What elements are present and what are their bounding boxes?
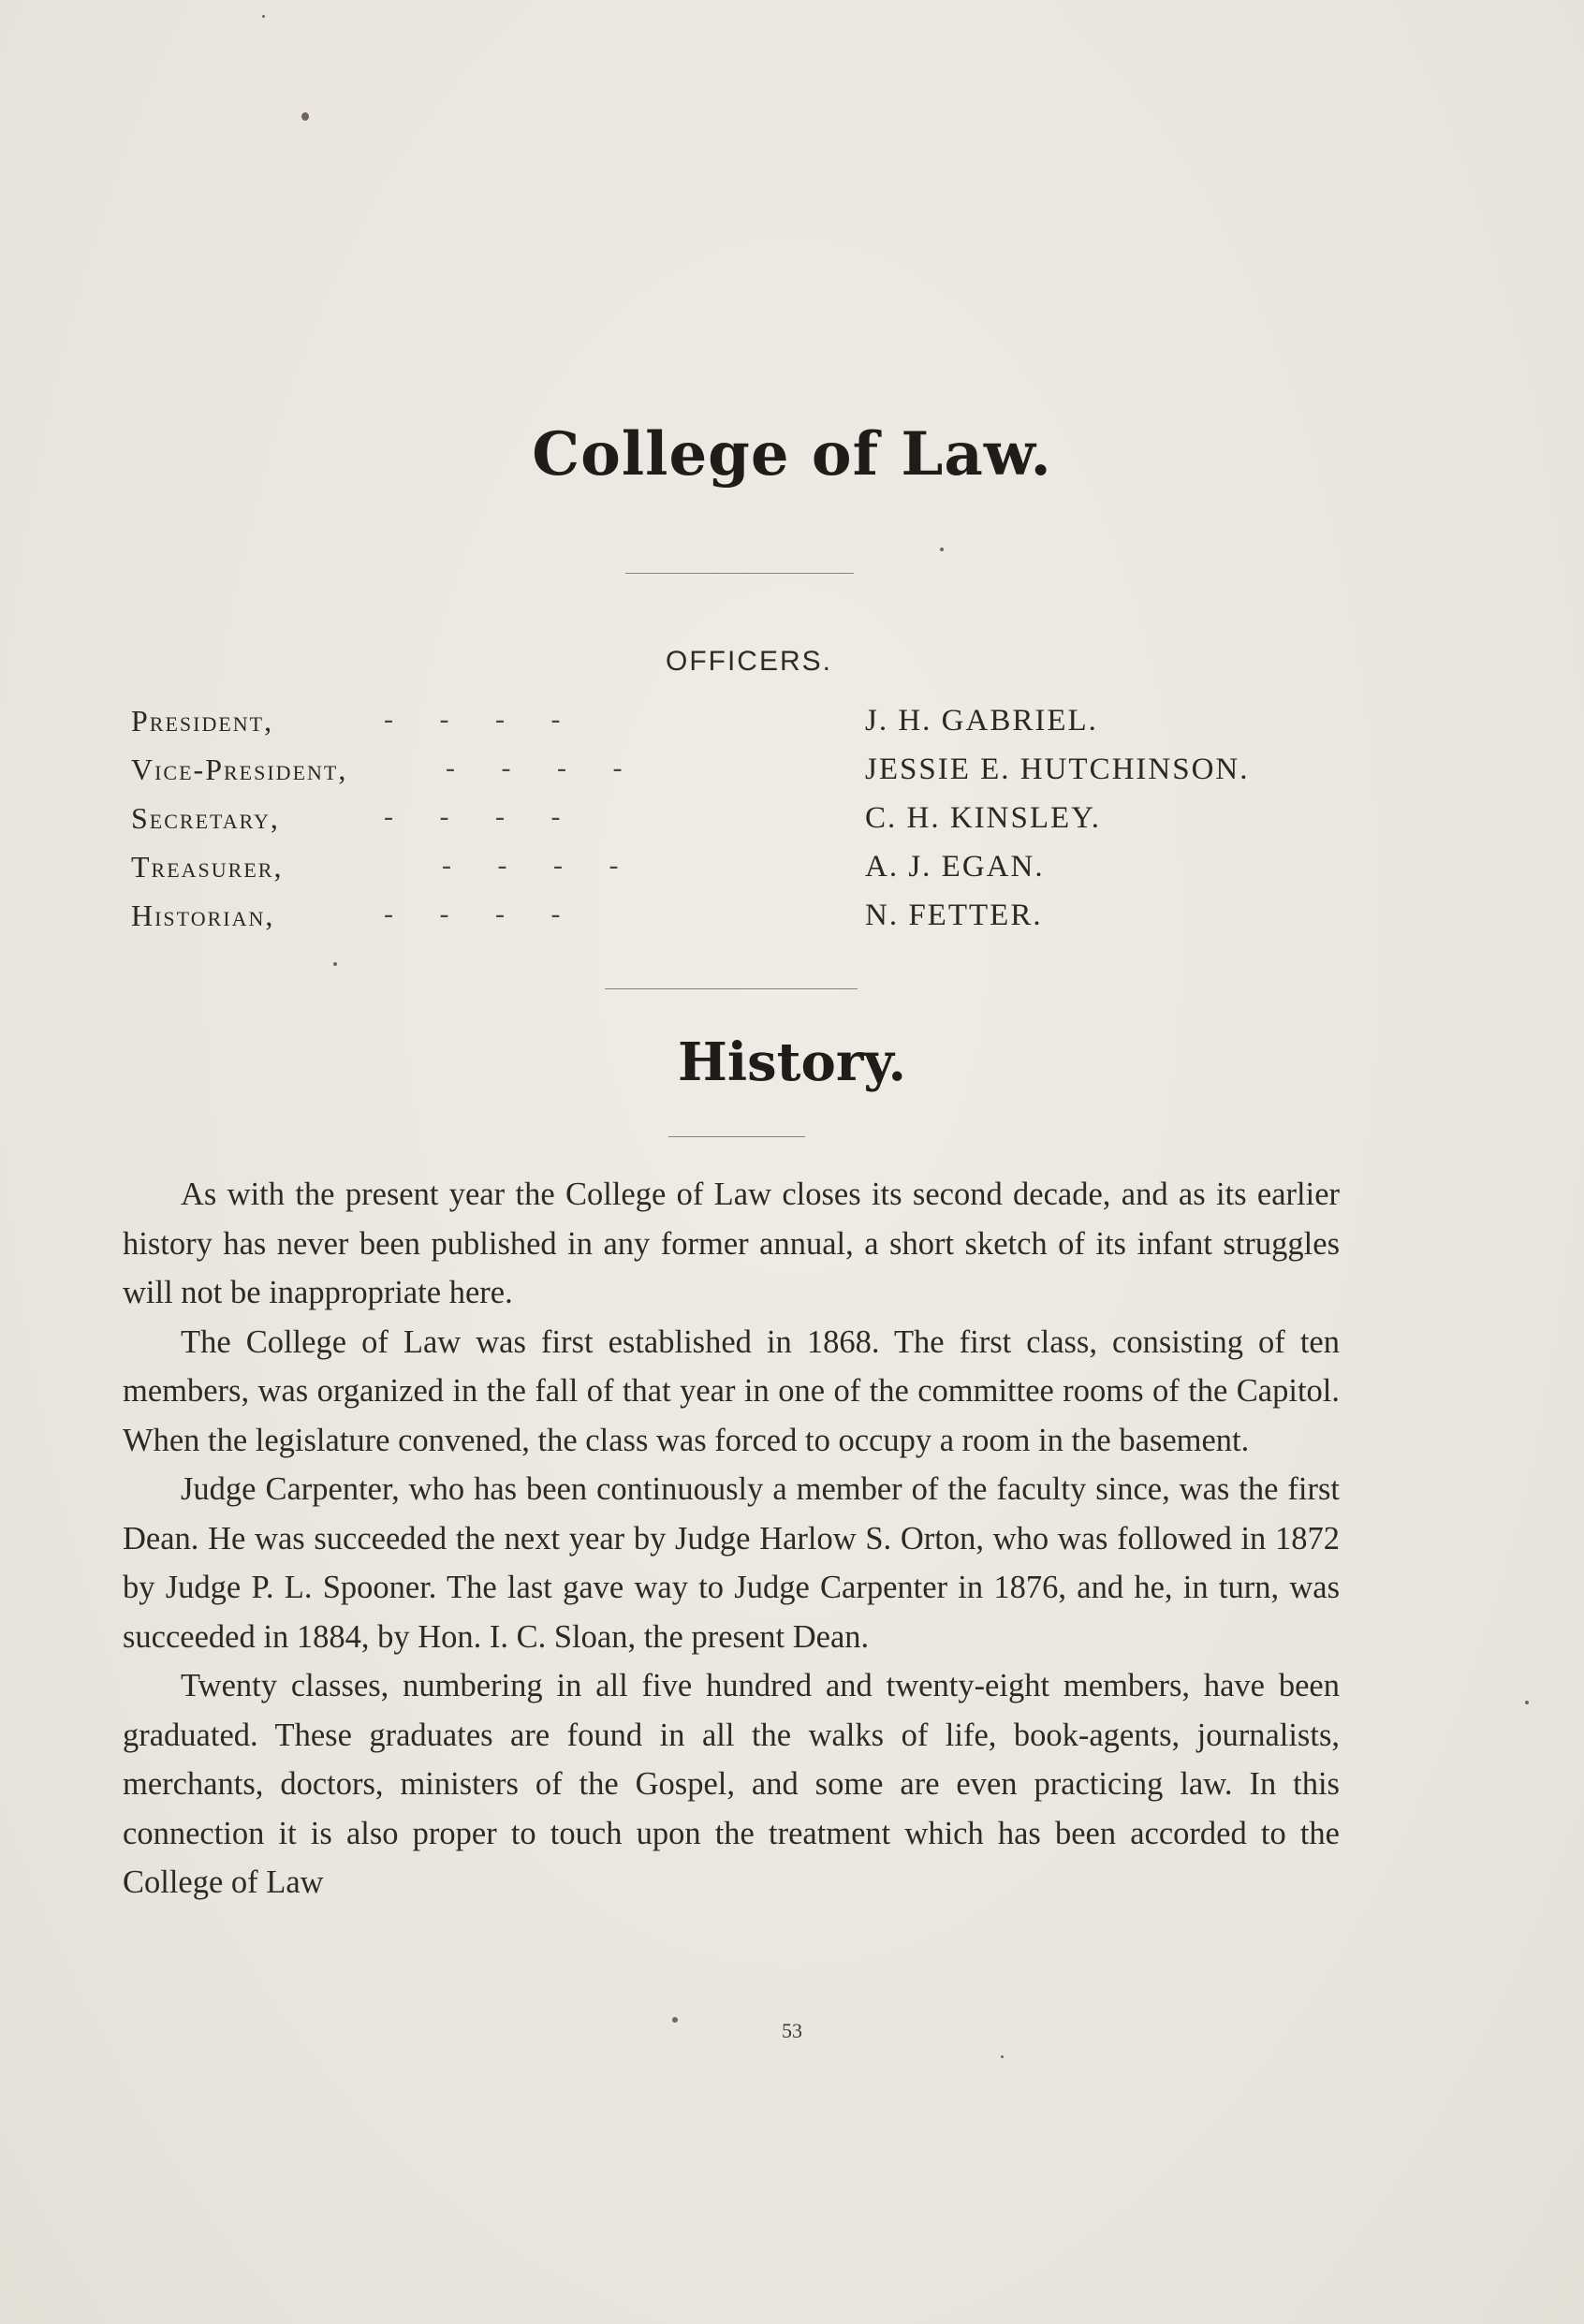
officer-name: A. J. EGAN. bbox=[865, 850, 1045, 884]
history-paragraph: As with the present year the College of Law closes its second decade, and as its earlier history has never been published in any former annual, a short sketch of its infant struggles will not be inappropriate here. bbox=[123, 1177, 1340, 1310]
officer-row-vice-president bbox=[0, 753, 1584, 799]
officer-name: N. FETTER. bbox=[865, 899, 1043, 932]
history-divider bbox=[668, 1136, 805, 1137]
officer-row-historian bbox=[0, 899, 1584, 945]
officer-name: C. H. KINSLEY. bbox=[865, 801, 1101, 835]
officer-role: Secretary, bbox=[131, 801, 280, 835]
history-text bbox=[123, 1170, 1340, 1907]
page-title: College of Law. bbox=[532, 419, 1052, 490]
leader-dashes: - - - - bbox=[384, 801, 561, 832]
officer-role: Vice-President, bbox=[131, 753, 348, 786]
leader-dashes: - - - - bbox=[442, 850, 619, 881]
page-number: 53 bbox=[782, 2019, 802, 2042]
history-paragraph: The College of Law was first established in 1868. The first class, consisting of ten members, was organized in the fall of that year in one of the committee rooms of the Capitol. When the legislature convened, the class was forced to occupy a room in the basement. bbox=[123, 1323, 1340, 1458]
paper-speck bbox=[1525, 1701, 1529, 1704]
history-heading: History. bbox=[677, 1031, 907, 1093]
paper-speck bbox=[301, 112, 309, 121]
officer-role: Treasurer, bbox=[131, 850, 284, 884]
officers-divider bbox=[605, 988, 858, 989]
officer-role: Historian, bbox=[131, 899, 275, 932]
paper-speck bbox=[1001, 2055, 1004, 2058]
officer-role: President, bbox=[131, 704, 274, 738]
officer-row-treasurer bbox=[0, 850, 1584, 897]
officers-heading: OFFICERS. bbox=[665, 646, 832, 677]
officer-row-president bbox=[0, 704, 1584, 751]
officer-name: J. H. GABRIEL. bbox=[865, 704, 1098, 738]
leader-dashes: - - - - bbox=[446, 753, 623, 783]
paper-speck bbox=[262, 15, 265, 18]
paper-speck bbox=[940, 548, 944, 551]
title-divider bbox=[625, 573, 854, 574]
officer-row-secretary bbox=[0, 801, 1584, 848]
paper-speck bbox=[333, 962, 337, 966]
officer-name: JESSIE E. HUTCHINSON. bbox=[865, 753, 1250, 786]
history-paragraph: Judge Carpenter, who has been continuously a member of the faculty since, was the first Dean. He was succeeded the next year by Judge Harlow S. Orton, who was followed in 1872 by Judge P. L. Spooner. The last gave way to Judge Carpenter in 1876, and he, in turn, was succeeded in 1884, by Hon. I. C. Sloan, the present Dean. bbox=[123, 1471, 1340, 1655]
leader-dashes: - - - - bbox=[384, 899, 561, 929]
history-paragraph: Twenty classes, numbering in all five hundred and twenty-eight members, have been graduated. These graduates are found in all the walks of life, book-agents, journalists, merchants, doctors, ministers of the Gospel, and some are even practicing law. In this connection it is also proper to touch upon the treatment which has been accorded to the College of Law bbox=[123, 1668, 1340, 1900]
leader-dashes: - - - - bbox=[384, 704, 561, 735]
